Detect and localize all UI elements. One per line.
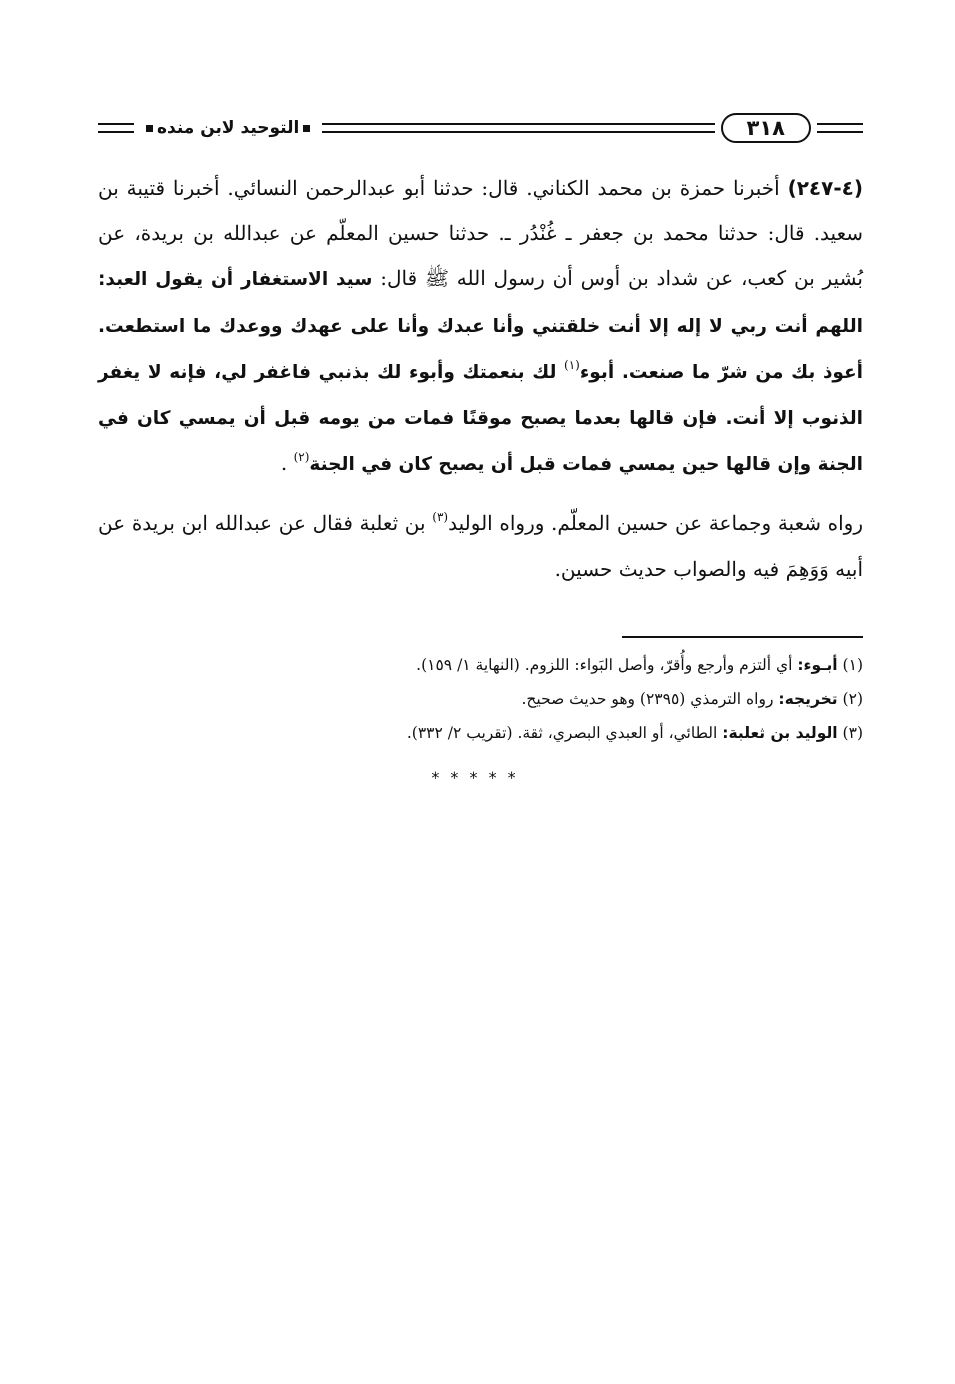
footnote-ref-1[interactable]: (١) [564, 357, 580, 372]
footnote-divider [622, 636, 863, 638]
commentary-paragraph [98, 501, 863, 591]
commentary-text-continued: بن ثعلبة فقال عن عبدالله ابن بريدة عن أبيه وَوَهِمَ فيه والصواب حديث حسين. [98, 511, 863, 581]
footnote-text: الطائي، أو العبدي البصري، ثقة. (تقريب ٢/ ٣٣٢). [406, 724, 718, 742]
section-separator: * * * * * [431, 768, 519, 787]
footnote-marker: (١) [842, 656, 863, 674]
page-number: ٣١٨ [721, 113, 811, 143]
footnotes [98, 648, 863, 750]
commentary-text: رواه شعبة وجماعة عن حسين المعلّم. ورواه الوليد [448, 511, 863, 536]
footnote-term: أبـوء: [797, 656, 838, 674]
running-header [98, 108, 863, 148]
header-rule-right [817, 123, 863, 133]
footnote-1 [98, 648, 863, 682]
footnote-marker: (٢) [842, 690, 863, 708]
hadith-text: سيد الاستغفار أن يقول العبد: اللهم أنت ربي لا إله إلا أنت خلقتني وأنا عبدك وأنا على عهدك ووعدك ما استطعت. أعوذ بك من شرّ ما صنعت. أبوء [98, 269, 864, 383]
footnote-text: رواه الترمذي (٢٣٩٥) وهو حديث صحيح. [521, 690, 774, 708]
hadith-number: (٤-٢٤٧) [787, 176, 863, 200]
hadith-chain: أخبرنا حمزة بن محمد الكناني. قال: حدثنا أبو عبدالرحمن النسائي. أخبرنا قتيبة بن سعيد. قال: حدثنا محمد بن جعفر ـ غُنْدُر ـ. حدثنا حسين المعلّم عن عبدالله بن بريدة، عن بُشير بن كعب، عن شداد بن أوس أن رسول الله ﷺ قال: [98, 176, 863, 291]
header-rule-left [98, 123, 134, 133]
square-bullet-icon [303, 125, 310, 132]
square-bullet-icon [146, 125, 153, 132]
footnote-text: أي ألتزم وأرجع وأُقرّ، وأصل البَواء: اللزوم. (النهاية ١/ ١٥٩). [416, 656, 793, 674]
footnote-term: تخريجه: [778, 690, 838, 708]
main-text [98, 166, 863, 592]
footnote-term: الوليد بن ثعلبة: [722, 724, 838, 742]
hadith-text-continued: لك بنعمتك وأبوء لك بذنبي فاغفر لي، فإنه لا يغفر الذنوب إلا أنت. فإن قالها بعدما يصبح موقنًا فمات من يومه قبل أن يمسي كان في الجنة وإن قالها حين يمسي فمات قبل أن يصبح كان في الجنة [98, 361, 863, 476]
hadith-paragraph [98, 166, 863, 487]
book-title [134, 118, 322, 138]
footnote-2 [98, 682, 863, 716]
book-title-text: التوحيد لابن منده [157, 118, 300, 138]
footnote-marker: (٣) [842, 724, 863, 742]
hadith-end: . [280, 451, 288, 476]
footnote-3 [98, 716, 863, 750]
footnote-ref-2[interactable]: (٢) [293, 450, 310, 465]
footnote-ref-3[interactable]: (٣) [432, 510, 449, 525]
header-rule-middle [322, 123, 714, 133]
